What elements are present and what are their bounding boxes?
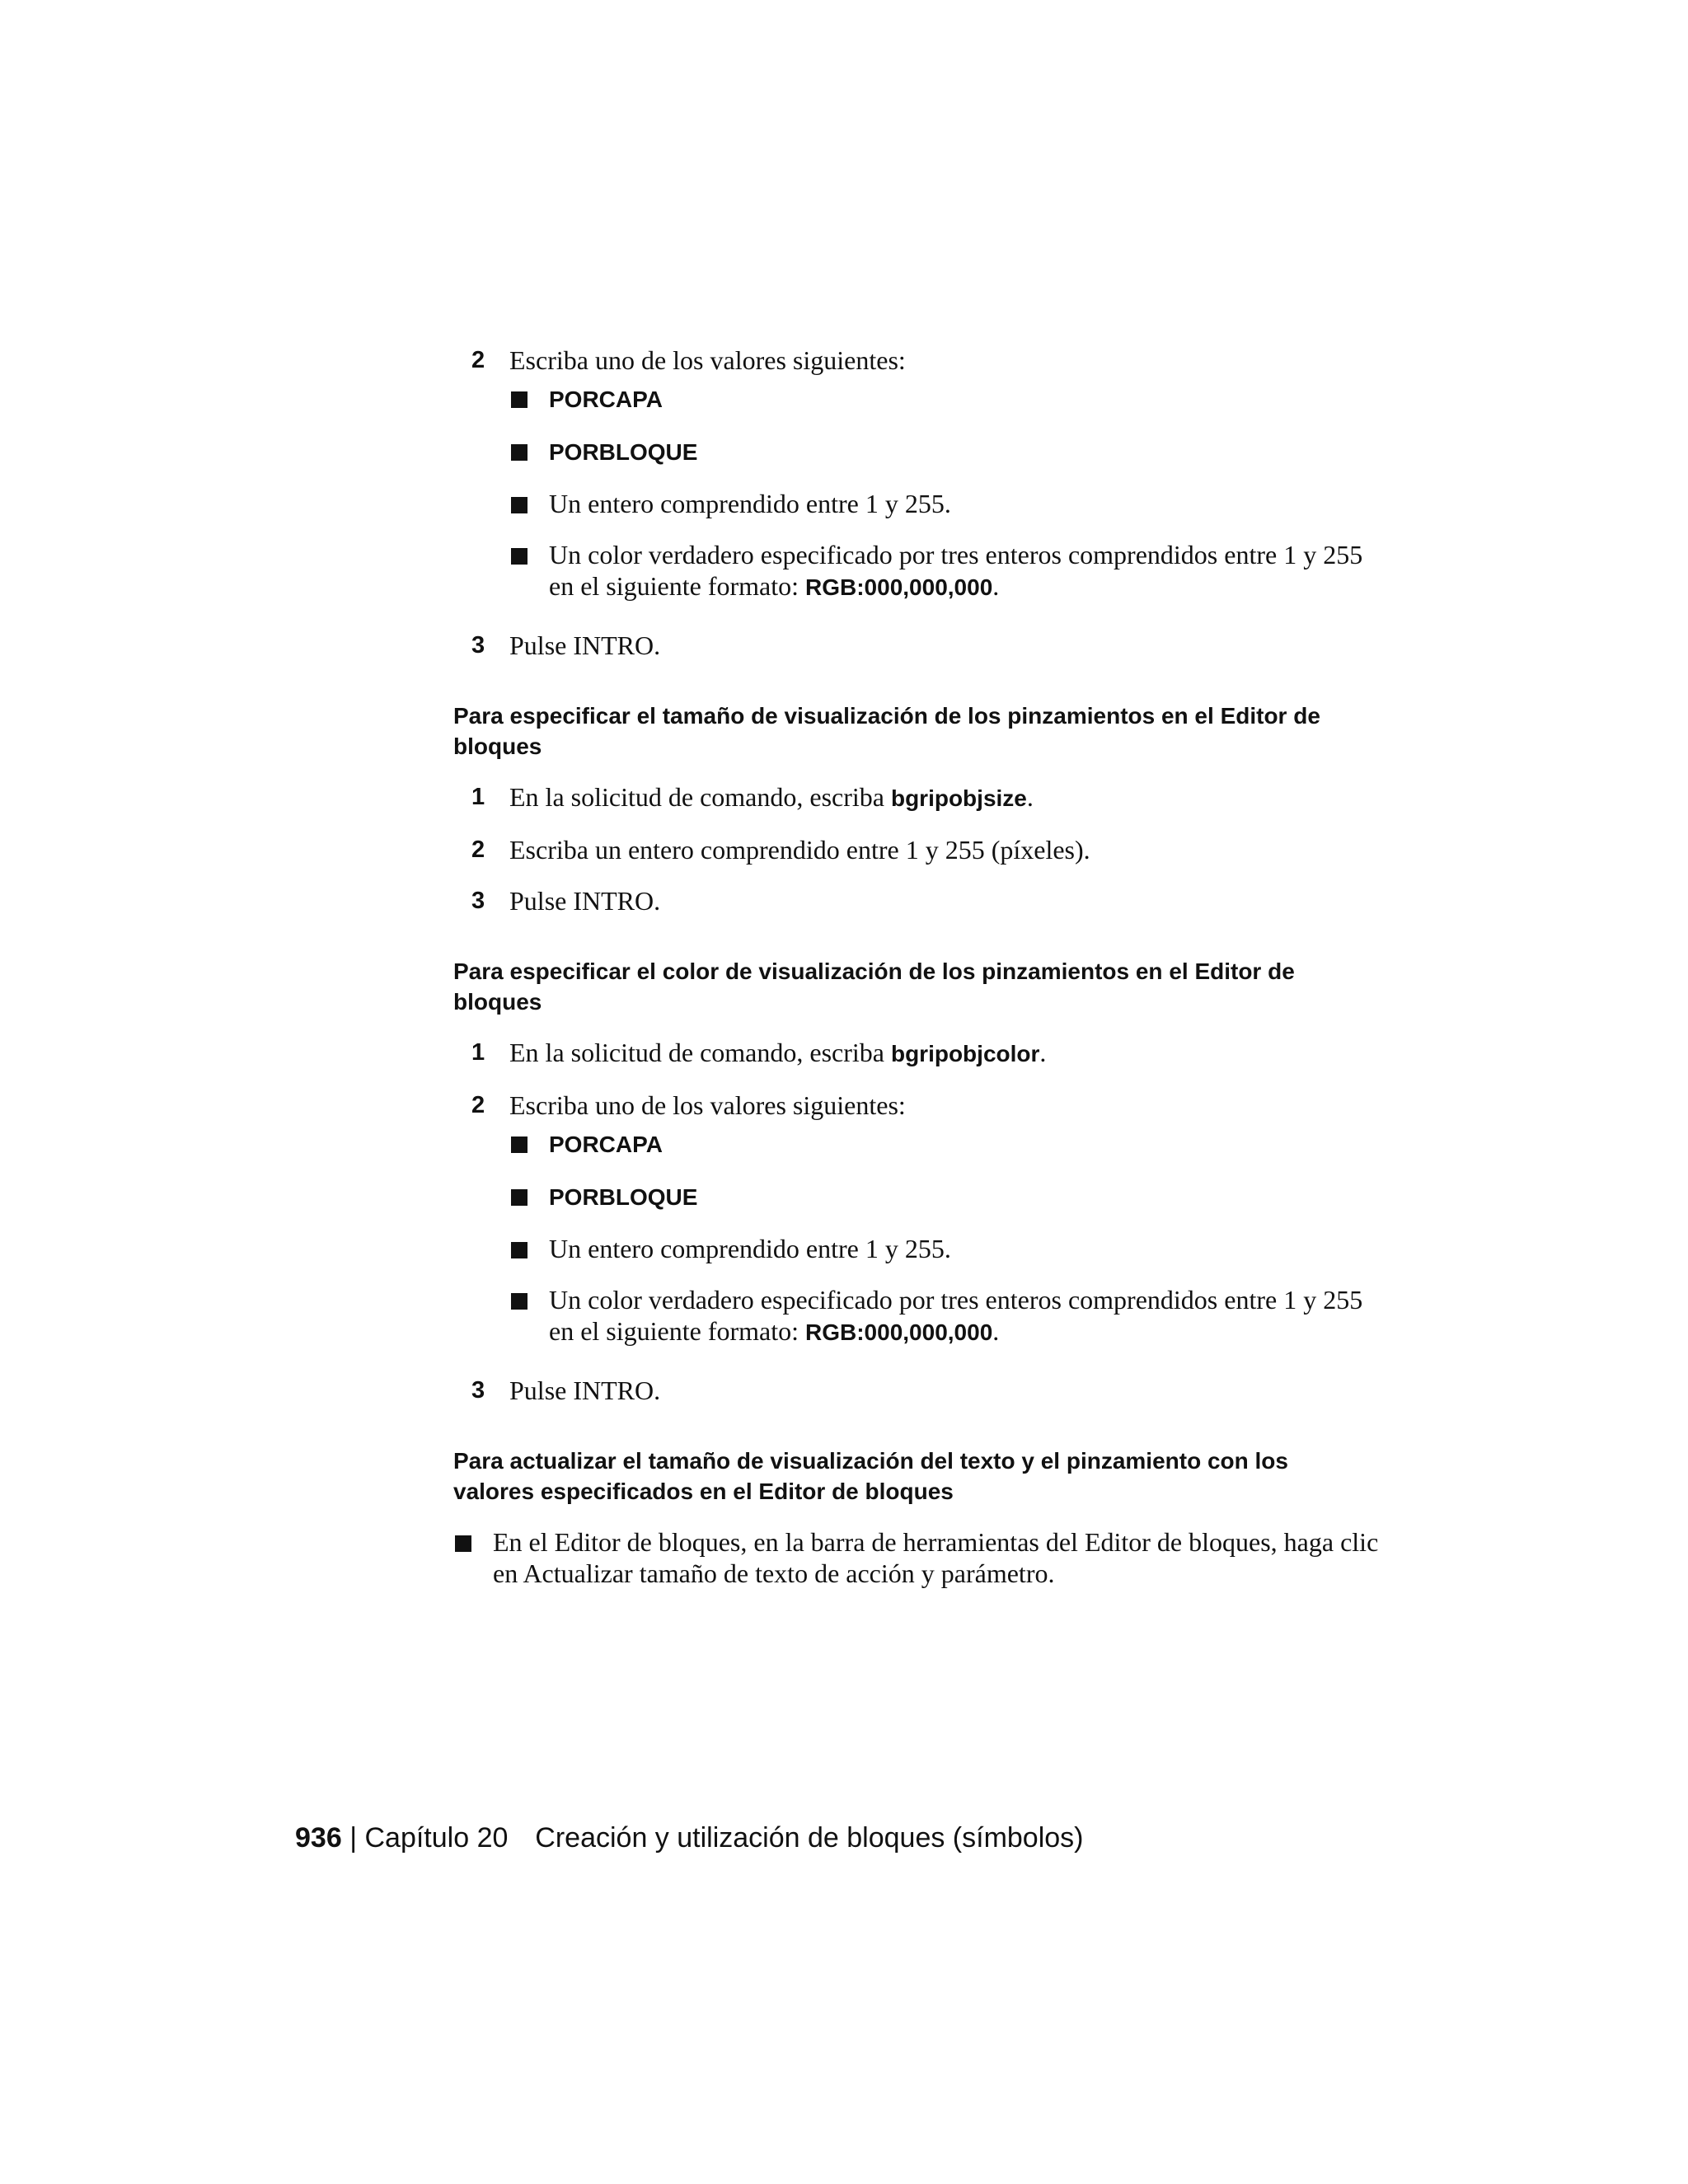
- step-text: Pulse INTRO.: [509, 886, 661, 916]
- list-item-text: Un entero comprendido entre 1 y 255.: [549, 1234, 951, 1263]
- list-item-text: PORBLOQUE: [549, 439, 698, 465]
- step-2: [453, 834, 1343, 865]
- list-item: [509, 488, 1343, 519]
- step-text: En la solicitud de comando, escriba: [509, 1038, 891, 1067]
- list-item: [509, 435, 1343, 468]
- bullet-square-icon: [511, 1242, 528, 1258]
- list-item: [509, 382, 1343, 415]
- step-end: .: [1026, 782, 1034, 812]
- bullet-square-icon: [511, 1293, 528, 1310]
- list-item: [509, 539, 1390, 603]
- bullet-square-icon: [511, 497, 528, 513]
- list-item: [453, 1526, 1383, 1589]
- step-number: 2: [471, 1092, 485, 1118]
- list-item-text: Un entero comprendido entre 1 y 255.: [549, 489, 951, 518]
- bullet-square-icon: [511, 1189, 528, 1206]
- list-item-text: Un color verdadero especificado por tres enteros comprendidos entre 1 y 255 en el siguiente formato:: [549, 1285, 1363, 1346]
- bullet-square-icon: [511, 548, 528, 565]
- procedure-heading: Para actualizar el tamaño de visualización del texto y el pinzamiento con los valores especificados en el Editor de bloques: [453, 1448, 1288, 1504]
- step-number: 2: [471, 347, 485, 373]
- step-text: Pulse INTRO.: [509, 630, 661, 660]
- value-list: [509, 1127, 1363, 1348]
- step-2: [453, 344, 1343, 376]
- command-name: bgripobjsize: [890, 785, 1027, 811]
- value-list: [509, 382, 1363, 603]
- page-number: 936: [295, 1822, 342, 1854]
- list-item-text: PORCAPA: [549, 387, 663, 412]
- step-3: [453, 885, 1343, 916]
- step-text: Escriba un entero comprendido entre 1 y 255 (píxeles).: [509, 835, 1090, 865]
- step-2: [453, 1090, 1343, 1121]
- step-text: Escriba uno de los valores siguientes:: [509, 1090, 906, 1120]
- bullet-square-icon: [511, 1137, 528, 1153]
- procedure-heading: Para especificar el color de visualización de los pinzamientos en el Editor de bloques: [453, 958, 1295, 1015]
- list-item-text: En el Editor de bloques, en la barra de herramientas del Editor de bloques, haga clic en Actualizar tamaño de texto de acción y parámetro.: [493, 1527, 1379, 1588]
- list-item: [509, 1233, 1343, 1264]
- list-item-end: .: [992, 571, 1000, 601]
- step-text: Escriba uno de los valores siguientes:: [509, 345, 906, 375]
- bullet-square-icon: [511, 444, 528, 461]
- step-number: 2: [471, 837, 485, 863]
- chapter-title: Creación y utilización de bloques (símbolos): [535, 1822, 1084, 1854]
- step-1: [453, 781, 1343, 814]
- step-3: [453, 1375, 1343, 1406]
- list-item-end: .: [992, 1316, 1000, 1346]
- list-item: [509, 1180, 1343, 1213]
- bullet-square-icon: [455, 1535, 471, 1552]
- list-item: [509, 1284, 1390, 1348]
- bullet-square-icon: [511, 391, 528, 408]
- page-footer: [295, 1820, 1084, 1856]
- step-number: 3: [471, 1377, 485, 1404]
- list-item-text: Un color verdadero especificado por tres enteros comprendidos entre 1 y 255 en el siguiente formato:: [549, 540, 1363, 601]
- list-item-text: PORCAPA: [549, 1132, 663, 1157]
- procedure-heading: Para especificar el tamaño de visualización de los pinzamientos en el Editor de bloques: [453, 703, 1320, 759]
- step-text: Pulse INTRO.: [509, 1376, 661, 1405]
- step-text: En la solicitud de comando, escriba: [509, 782, 891, 812]
- step-1: [453, 1037, 1343, 1070]
- page-content: [453, 344, 1379, 1589]
- step-number: 1: [471, 784, 485, 810]
- footer-separator: |: [349, 1822, 358, 1854]
- rgb-format: RGB:000,000,000: [805, 1319, 993, 1345]
- step-end: .: [1039, 1038, 1047, 1067]
- step-3: [453, 630, 1343, 661]
- command-name: bgripobjcolor: [890, 1041, 1040, 1066]
- rgb-format: RGB:000,000,000: [805, 574, 993, 600]
- list-item-text: PORBLOQUE: [549, 1184, 698, 1210]
- chapter-label: Capítulo 20: [364, 1822, 509, 1854]
- list-item: [509, 1127, 1343, 1160]
- step-number: 3: [471, 888, 485, 914]
- step-number: 1: [471, 1039, 485, 1066]
- step-number: 3: [471, 632, 485, 658]
